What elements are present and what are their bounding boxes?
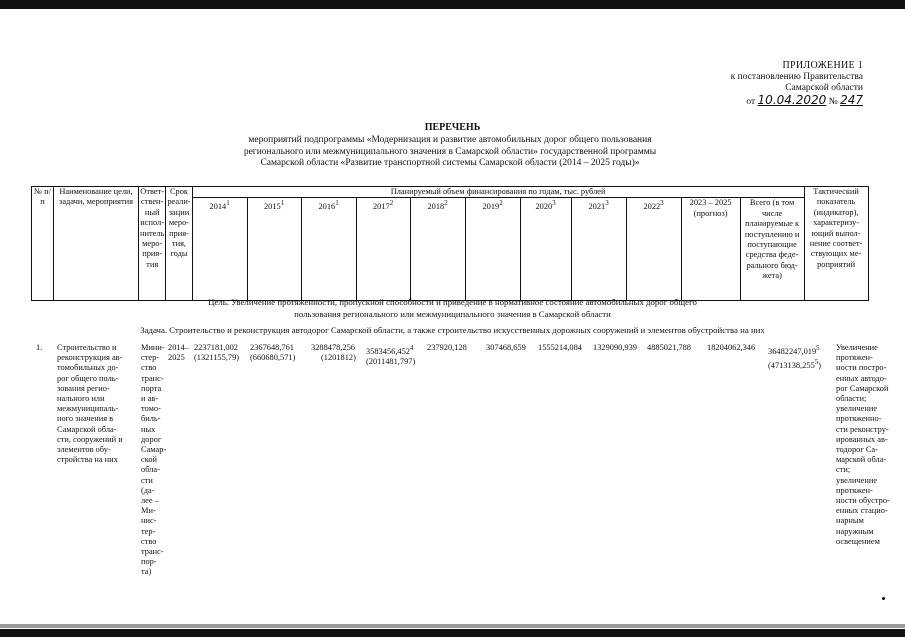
row-executor-line: томо- <box>141 404 161 414</box>
row-executor-line: нис- <box>141 516 157 526</box>
value-2015: 2367648,761 (660680,571) <box>250 343 296 363</box>
row-name-line: ного значения в <box>57 414 114 424</box>
value-2022: 4885021,788 <box>647 343 691 352</box>
row-indicator-line: енных автодо- <box>836 373 887 383</box>
header-num: № п/п <box>32 187 54 301</box>
row-name-line: нального или <box>57 394 105 404</box>
row-indicator-line: ности постро- <box>836 363 887 373</box>
bottom-border-shadow <box>0 624 905 628</box>
row-indicator-line: ности обустро- <box>836 496 890 506</box>
row-name-line: томобильных до- <box>57 363 119 373</box>
row-name-line: зования регио- <box>57 383 110 393</box>
header-year: 2016$^1$ <box>301 198 356 301</box>
value-2019: 307468,659 <box>486 343 526 352</box>
appendix-line-1: к постановлению Правительства <box>730 71 863 82</box>
bottom-border-bar <box>0 629 905 637</box>
row-indicator-line: освещением <box>836 536 880 546</box>
row-indicator-line: наружным <box>836 526 874 536</box>
row-indicator-line: тодорог Са- <box>836 445 878 455</box>
subtitle-line: регионального или межмуниципального значения в Самарской области» государственной программы <box>243 146 657 157</box>
handwritten-number: 247 <box>840 92 863 107</box>
row-name-line: Строительство и <box>57 343 117 352</box>
row-executor-line: биль- <box>141 414 161 424</box>
value-2016: 3288478,256 (1201812) <box>311 343 356 363</box>
row-name-line: стройства на них <box>57 455 118 465</box>
header-year: 2018$^2$ <box>410 198 465 301</box>
value-2017: 3583456,452$^4$ (2011481,797) <box>366 344 416 366</box>
row-executor <box>141 343 169 578</box>
row-executor-line: (да- <box>141 485 155 495</box>
row-indicator-line: области; <box>836 394 867 404</box>
handwritten-date: 10.04.2020 <box>757 92 827 107</box>
value-2021: 1329090,939 <box>593 343 637 352</box>
row-executor-line: и ав- <box>141 394 159 404</box>
row-indicator-line: протяжен- <box>836 485 873 495</box>
appendix-block <box>731 60 863 108</box>
row-executor-line: пор- <box>141 557 157 567</box>
row-name-line: элементов обу- <box>57 445 111 455</box>
row-indicator-line: протяжен- <box>836 353 873 363</box>
subtitle-line: Самарской области «Развитие транспортной системы Самарской области (2014 – 2025 годы)» <box>260 158 640 168</box>
row-executor-line: ных <box>141 424 156 434</box>
goal-line: Цель. Увеличение протяженности, пропускной способности и приведение в нормативное состояние автомобильных дорог общего <box>208 297 697 307</box>
row-executor-line: транс- <box>141 547 164 557</box>
value-forecast: 18204062,346 <box>707 343 756 352</box>
goal-text <box>0 297 905 320</box>
subtitle-line: мероприятий подпрограммы «Модернизация и развитие автомобильных дорог общего пользования <box>248 135 652 145</box>
row-name-line: межмуниципаль- <box>57 404 119 414</box>
row-executor-line: Ми- <box>141 506 156 516</box>
row-executor-line: ство <box>141 536 157 546</box>
row-name-line: Самарской обла- <box>57 424 117 434</box>
number-sign: № <box>828 96 838 107</box>
row-executor-line: ство <box>141 363 157 373</box>
row-executor-line: транс- <box>141 373 164 383</box>
header-year: 2019$^2$ <box>465 198 520 301</box>
value-2018: 237920,128 <box>427 343 467 352</box>
row-indicator <box>836 343 902 547</box>
row-executor-line: та) <box>141 567 152 577</box>
header-year: 2021$^3$ <box>571 198 626 301</box>
row-executor-line: лее – <box>141 496 159 506</box>
header-forecast: 2023 – 2025 (прогноз) <box>681 198 740 301</box>
funding-table-header <box>31 186 869 301</box>
row-term: 2014– 2025 <box>168 343 189 363</box>
row-executor-line: ской <box>141 455 158 465</box>
header-year: 2017$^2$ <box>356 198 410 301</box>
row-number: 1. <box>36 343 43 352</box>
row-indicator-line: Увеличение <box>836 343 878 352</box>
top-border-bar <box>0 0 905 9</box>
header-year: 2015$^1$ <box>247 198 301 301</box>
row-executor-line: дорог <box>141 434 162 444</box>
header-name: Наименование цели, задачи, мероприятия <box>54 187 139 301</box>
scan-speck <box>882 597 885 600</box>
task-text: Задача. Строительство и реконструкция автодорог Самарской области, а также строительство искусственных дорожных сооружений и элементов обустройства на них <box>140 325 765 335</box>
header-funding-group: Планируемый объем финансирования по годам, тыс. рублей <box>192 187 804 198</box>
row-name-line: реконструкция ав- <box>57 353 123 363</box>
row-indicator-line: марской обла- <box>836 455 887 465</box>
appendix-title: ПРИЛОЖЕНИЕ 1 <box>782 60 863 71</box>
header-year: 2020$^3$ <box>520 198 571 301</box>
header-year: 2022$^3$ <box>626 198 681 301</box>
row-executor-line: Самар- <box>141 445 167 455</box>
row-indicator-line: нарным <box>836 516 864 526</box>
header-indicator: Тактический показатель (индикатор), характеризу-ющий выпол-нение соответ-ствующих ме-роприятий <box>804 187 868 301</box>
date-prefix: от <box>746 96 756 107</box>
document-subtitle <box>130 135 770 170</box>
row-indicator-line: сти реконстру- <box>836 424 889 434</box>
row-executor-line: стер- <box>141 353 160 363</box>
row-indicator-line: ированных ав- <box>836 434 888 444</box>
row-indicator-line: енных стацио- <box>836 506 888 516</box>
header-executor: Ответ-ствен-ный испол-нитель меро-прия-тия <box>139 187 166 301</box>
value-2014: 2237181,002 (1321155,79) <box>194 343 240 363</box>
row-indicator-line: рог Самарской <box>836 383 889 393</box>
row-executor-line: Мини- <box>141 343 165 352</box>
appendix-date-line <box>731 92 863 109</box>
goal-line: пользования регионального или межмуниципального значения в Самарской области <box>294 308 611 319</box>
appendix-line-2: Самарской области <box>785 83 863 93</box>
row-executor-line: сти <box>141 475 153 485</box>
header-total: Всего (в том числе планируемые к поступлению и поступающие средства феде-рального бюд-жета) <box>740 198 804 301</box>
row-name-line: сти, сооружений и <box>57 434 123 444</box>
header-year: 2014$^1$ <box>192 198 247 301</box>
row-executor-line: порта <box>141 383 162 393</box>
row-indicator-line: увеличение <box>836 475 878 485</box>
row-executor-line: обла- <box>141 465 160 475</box>
row-indicator-line: протяженно- <box>836 414 882 424</box>
row-indicator-line: увеличение <box>836 404 878 414</box>
value-2020: 1555214,084 <box>538 343 582 352</box>
header-term: Срок реали-зации меро-прия-тия, годы <box>166 187 192 301</box>
value-total: 36482247,019$^5$ (4713138,255$^5$) <box>768 344 822 370</box>
row-indicator-line: сти; <box>836 465 851 475</box>
row-name-line: рог общего поль- <box>57 373 119 383</box>
document-title: ПЕРЕЧЕНЬ <box>424 122 481 133</box>
row-executor-line: тер- <box>141 526 156 536</box>
row-name <box>57 343 135 465</box>
